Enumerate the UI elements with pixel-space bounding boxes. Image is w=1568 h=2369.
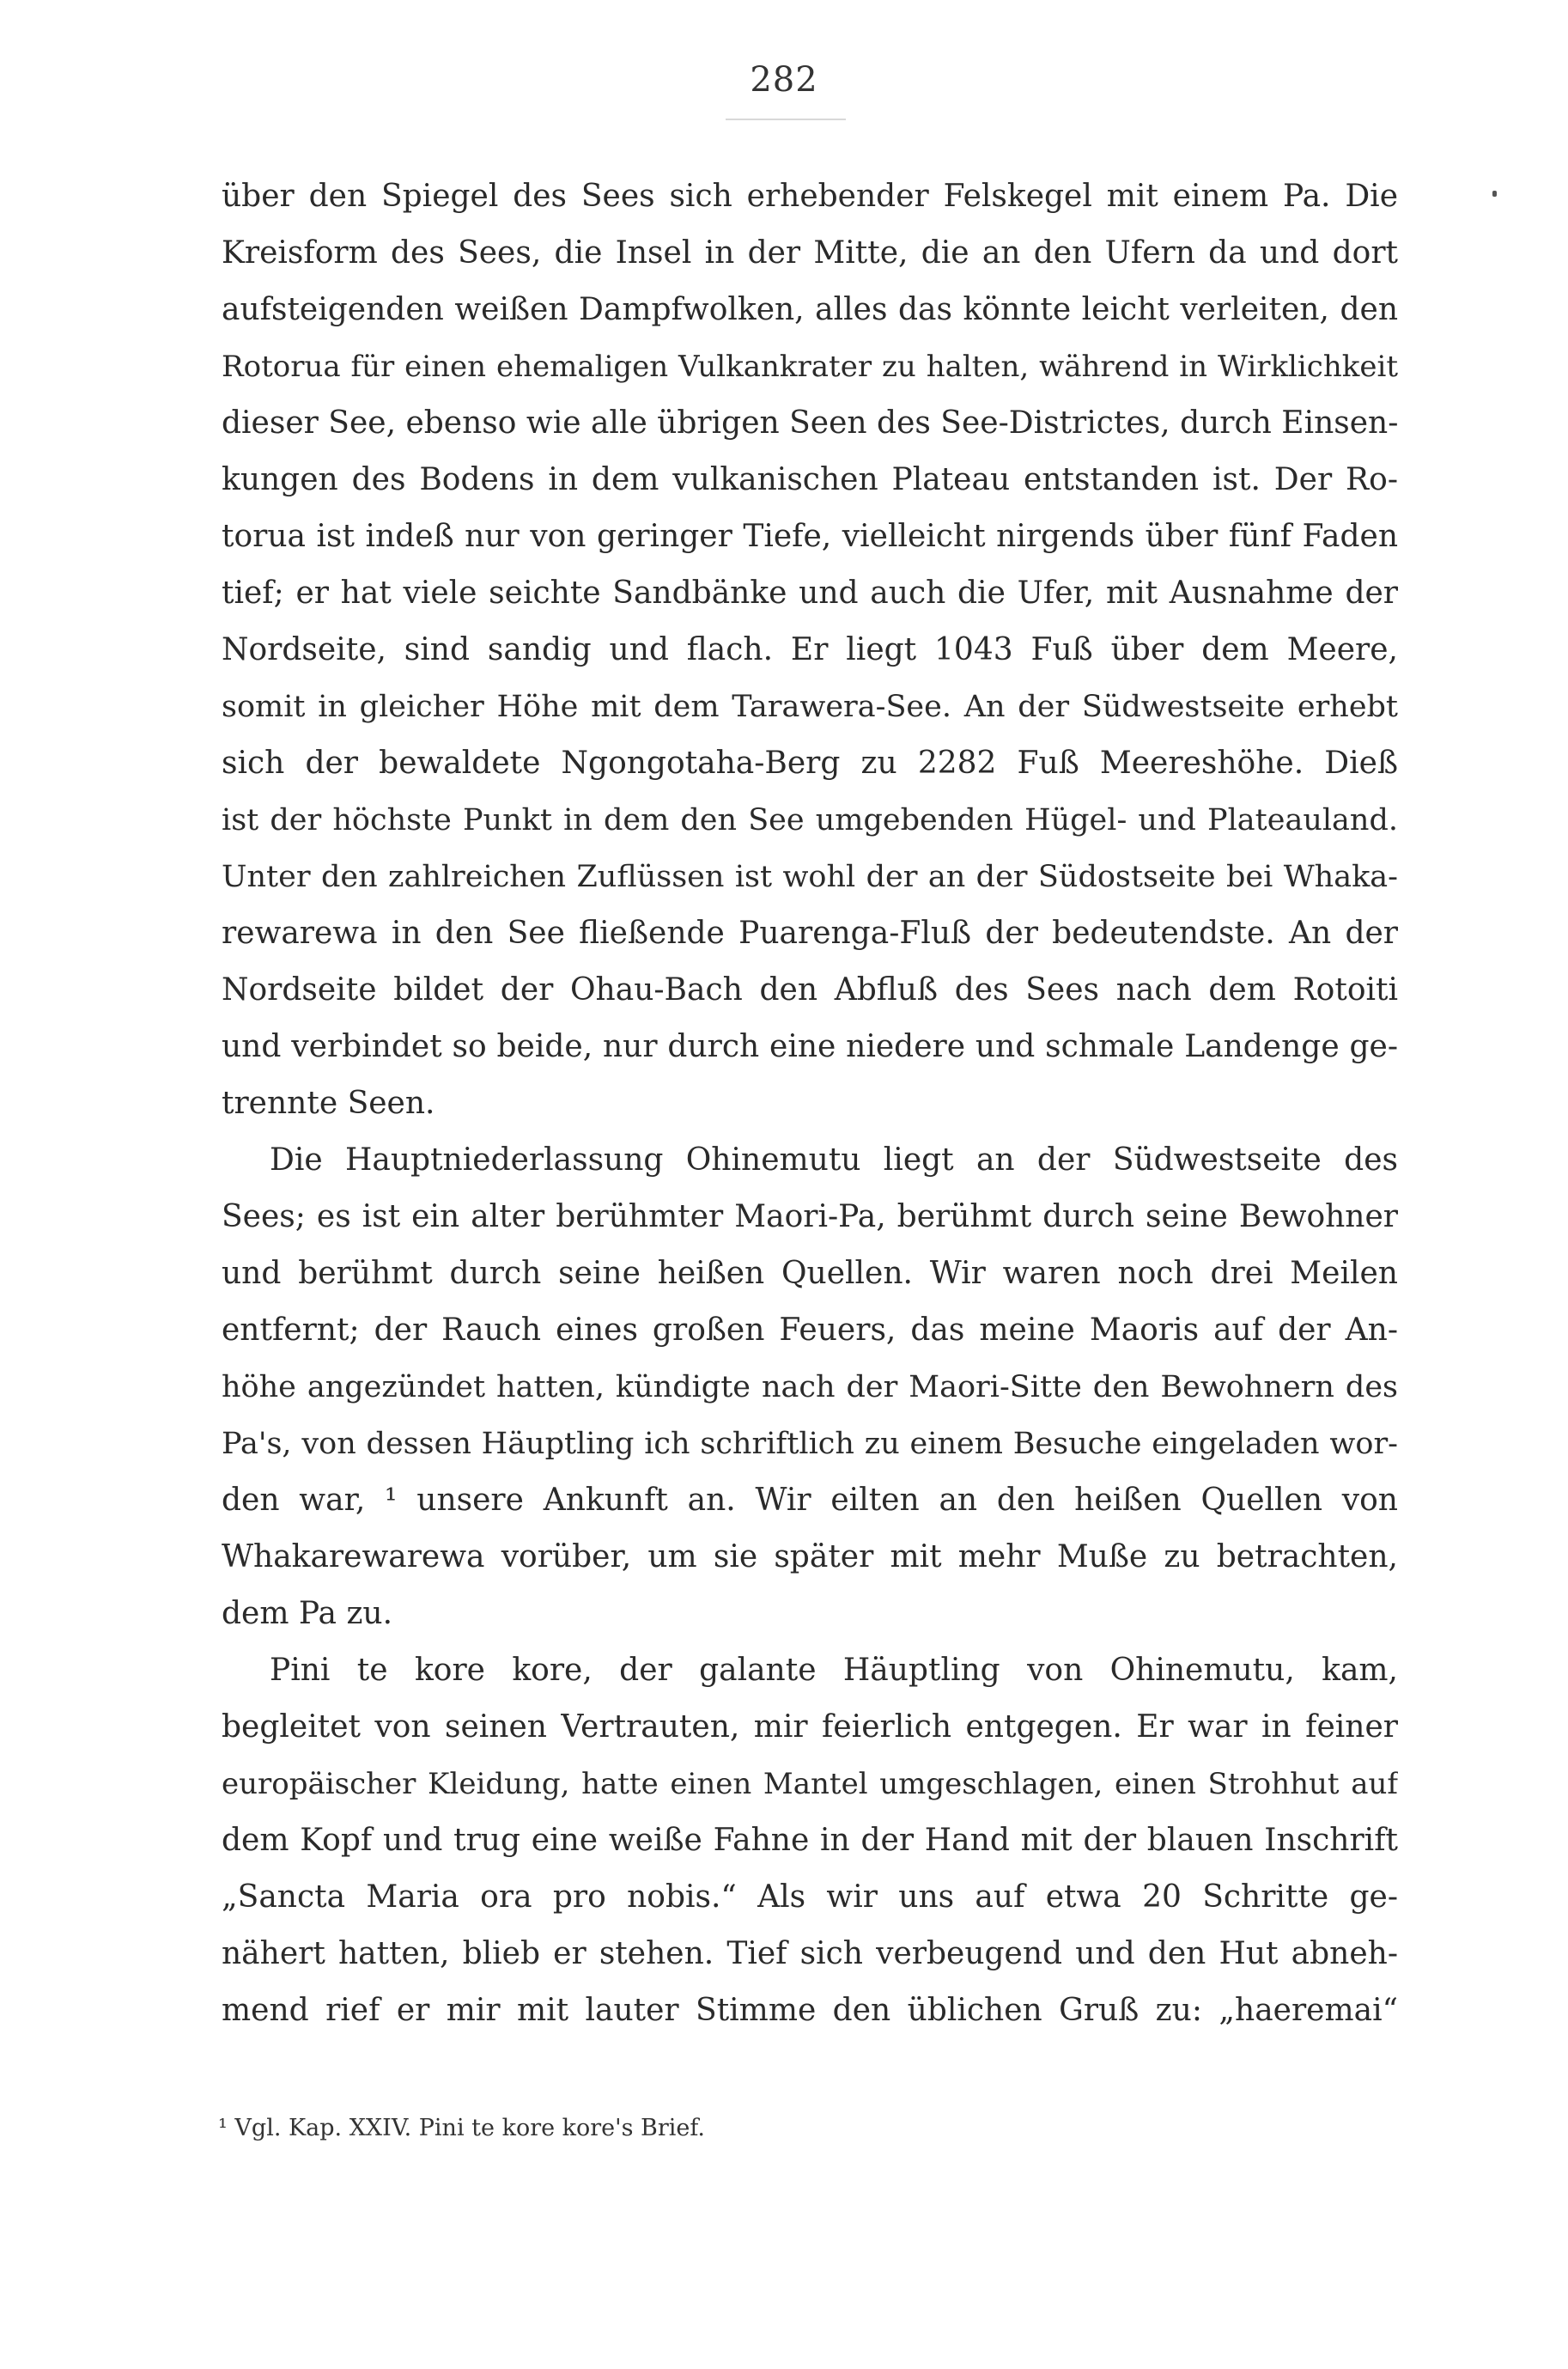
text-line: dem Kopf und trug eine weiße Fahne in der Hand mit der blauen Inschrift [222,1823,1398,1858]
text-line: tief; er hat viele seichte Sandbänke und auch die Ufer, mit Ausnahme der [222,576,1398,611]
text-line: Whakarewarewa vorüber, um sie später mit mehr Muße zu betrachten, [222,1539,1398,1574]
margin-mark [1492,191,1497,197]
text-line: Kreisform des Sees, die Insel in der Mitte, die an den Ufern da und dort [222,235,1398,271]
text-line: ist der höchste Punkt in dem den See umgebenden Hügel- und Plateauland. [222,803,1398,837]
text-line: Sees; es ist ein alter berühmter Maori-Pa, berühmt durch seine Bewohner [222,1199,1398,1234]
text-line: Nordseite bildet der Ohau-Bach den Abfluß des Sees nach dem Rotoiti [222,972,1398,1008]
text-line: und verbindet so beide, nur durch eine niedere und schmale Landenge ge- [222,1029,1398,1064]
text-line: aufsteigenden weißen Dampfwolken, alles das könnte leicht verleiten, den [222,292,1398,327]
text-line: höhe angezündet hatten, kündigte nach der Maori-Sitte den Bewohnern des [222,1370,1398,1404]
text-line: begleitet von seinen Vertrauten, mir feierlich entgegen. Er war in feiner [222,1709,1398,1745]
header-rule [726,119,846,120]
text-line: kungen des Bodens in dem vulkanischen Plateau entstanden ist. Der Ro- [222,462,1398,497]
text-line: Unter den zahlreichen Zuflüssen ist wohl der an der Südostseite bei Whaka- [222,860,1398,894]
footnote: ¹ Vgl. Kap. XXIV. Pini te kore kore's Brief. [218,2115,705,2141]
text-line: Nordseite, sind sandig und flach. Er liegt 1043 Fuß über dem Meere, [222,632,1398,667]
text-line: entfernt; der Rauch eines großen Feuers, das meine Maoris auf der An- [222,1312,1398,1348]
text-line: sich der bewaldete Ngongotaha-Berg zu 2282 Fuß Meereshöhe. Dieß [222,746,1398,781]
text-line: Pa's, von dessen Häuptling ich schriftlich zu einem Besuche eingeladen wor- [222,1427,1398,1461]
text-line: torua ist indeß nur von geringer Tiefe, vielleicht nirgends über fünf Faden [222,519,1398,554]
page-number: 282 [750,60,818,100]
text-line: Rotorua für einen ehemaligen Vulkankrater zu halten, während in Wirklichkeit [222,350,1398,384]
text-line: dieser See, ebenso wie alle übrigen Seen des See-Districtes, durch Einsen- [222,405,1398,441]
text-line: mend rief er mir mit lauter Stimme den üblichen Gruß zu: „haeremai“ [222,1993,1398,2028]
text-line: und berühmt durch seine heißen Quellen. Wir waren noch drei Meilen [222,1256,1398,1291]
text-line: dem Pa zu. [222,1596,393,1631]
text-line: über den Spiegel des Sees sich erhebender Felskegel mit einem Pa. Die [222,179,1398,214]
text-line: europäischer Kleidung, hatte einen Mantel umgeschlagen, einen Strohhut auf [222,1767,1398,1801]
text-line: trennte Seen. [222,1086,435,1121]
text-line: den war, ¹ unsere Ankunft an. Wir eilten an den heißen Quellen von [222,1483,1398,1518]
text-line: somit in gleicher Höhe mit dem Tarawera-See. An der Südwestseite erhebt [222,690,1398,724]
text-line: rewarewa in den See fließende Puarenga-Fluß der bedeutendste. An der [222,916,1398,951]
text-line: nähert hatten, blieb er stehen. Tief sich verbeugend und den Hut abneh- [222,1936,1398,1971]
text-line: Pini te kore kore, der galante Häuptling von Ohinemutu, kam, [270,1653,1398,1688]
text-line: „Sancta Maria ora pro nobis.“ Als wir uns auf etwa 20 Schritte ge- [222,1879,1398,1915]
text-line: Die Hauptniederlassung Ohinemutu liegt an der Südwestseite des [270,1142,1398,1178]
body-text [222,168,1398,2039]
